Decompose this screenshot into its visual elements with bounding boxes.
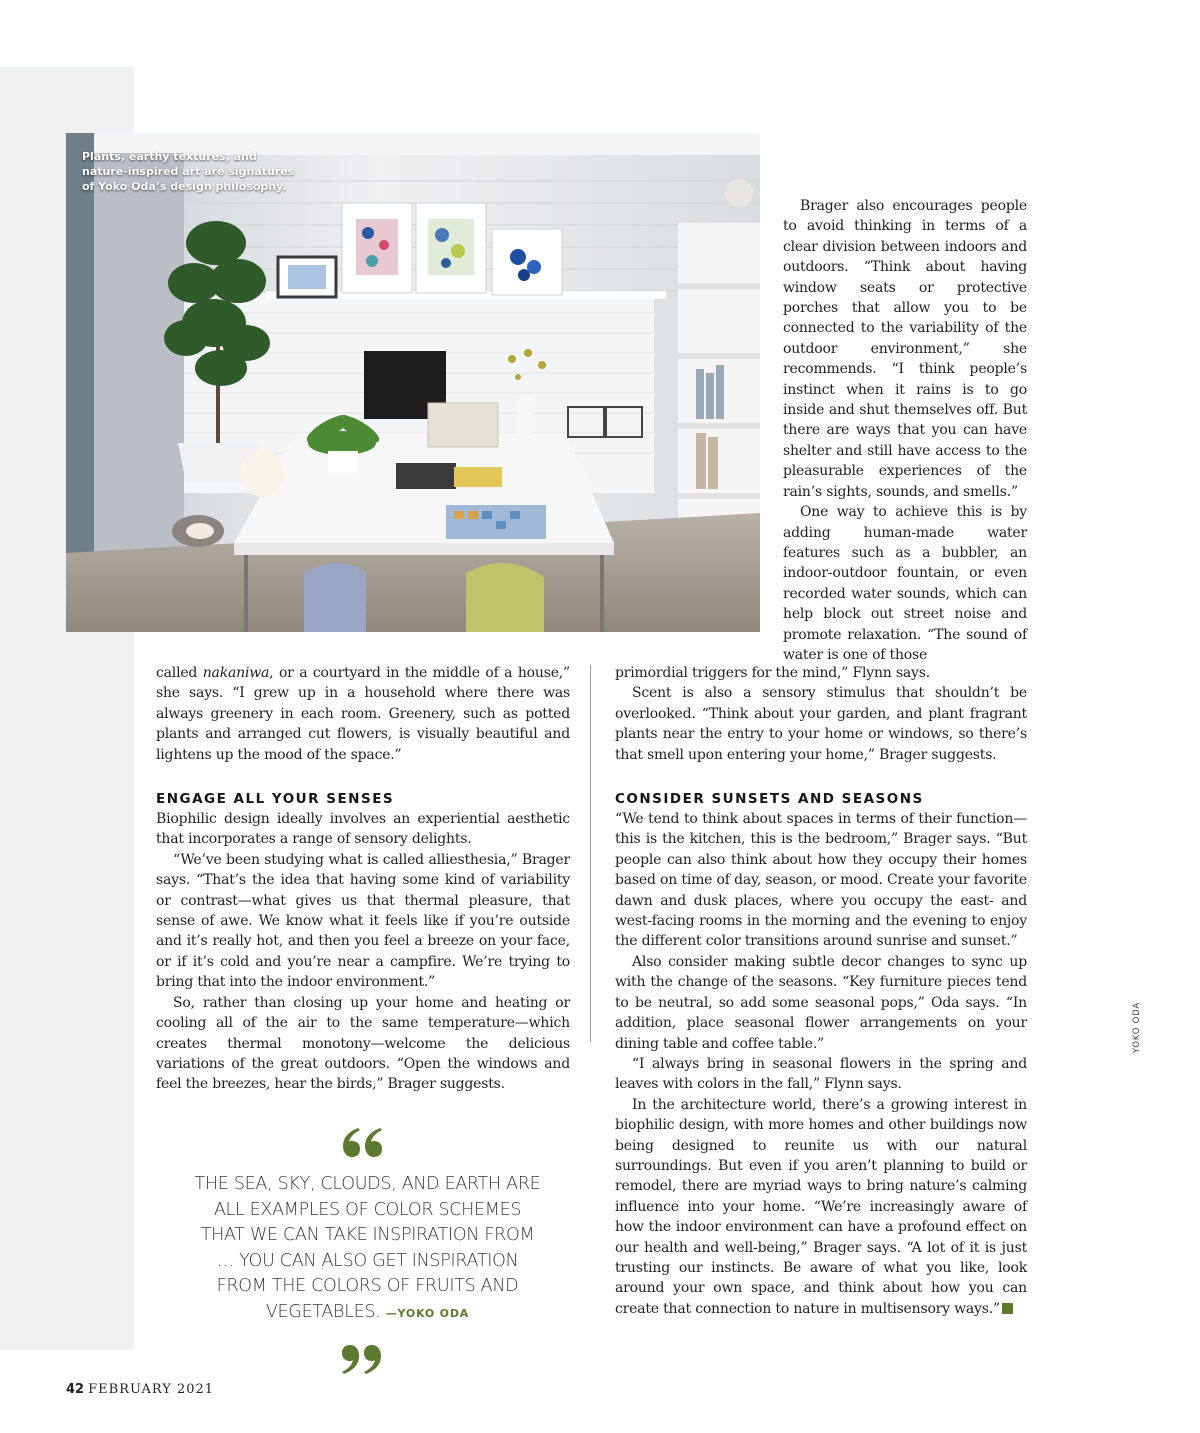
body-paragraph: “We tend to think about spaces in terms of their function—this is the kitchen, this is the bedroom,” Brager says. “But people can also think about how they occupy their homes based on time of day, season, or mood. Create your favorite dawn and dusk places, where you occupy the east- and west-facing rooms in the morning and the evening to enjoy the different color transitions around sunrise and sunset.” bbox=[615, 811, 1027, 950]
photo-caption-line: Plants, earthy textures, and bbox=[82, 150, 257, 163]
open-quote-icon bbox=[340, 1124, 384, 1160]
body-paragraph: Brager also encourages people to avoid thinking in terms of a clear division between indoors and outdoors. “Think about having window seats or protective porches that allow you to be connected to the variability of the outdoor environment,” she recommends. “I think people’s instinct when it rains is to go inside and shut themselves off. But there are ways that you can have shelter and still have access to the pleasurable experiences of the rain’s sights, sounds, and smells.” bbox=[783, 198, 1027, 500]
body-paragraph bbox=[156, 663, 570, 765]
section-heading: ENGAGE ALL YOUR SENSES bbox=[156, 791, 395, 808]
italic-term: nakaniwa bbox=[202, 665, 270, 681]
left-column bbox=[156, 663, 570, 1095]
body-paragraph: Biophilic design ideally involves an experiential aesthetic that incorporates a range of sensory delights. bbox=[156, 811, 570, 848]
right-top-column bbox=[783, 196, 1027, 665]
room-illustration bbox=[66, 133, 760, 632]
interior-photo bbox=[66, 133, 760, 632]
body-paragraph: “I always bring in seasonal flowers in the spring and leaves with colors in the fall,” Flynn says. bbox=[615, 1055, 1027, 1093]
photo-credit: YOKO ODA bbox=[1132, 1002, 1142, 1054]
issue-date: FEBRUARY 2021 bbox=[88, 1382, 215, 1397]
body-paragraph bbox=[615, 1095, 1027, 1319]
section-gap bbox=[156, 765, 570, 789]
column-divider bbox=[590, 665, 591, 1042]
photo-caption-line: of Yoko Oda’s design philosophy. bbox=[82, 180, 287, 193]
page-folio bbox=[66, 1382, 214, 1397]
close-quote-icon bbox=[340, 1342, 384, 1378]
body-paragraph: Also consider making subtle decor changes to sync up with the change of the seasons. “Key furniture pieces tend to be neutral, so add some seasonal pops,” Oda says. “In addition, place seasonal flower arrangements on your dining table and coffee table.” bbox=[615, 953, 1027, 1052]
text-run: called bbox=[156, 665, 203, 681]
text-run: , or a courtyard in the middle of a house,” she says. “I grew up in a household where there was always greenery in each room. Greenery, such as potted plants and arranged cut flowers, is visually beautiful and lightens up the mood of the space.” bbox=[156, 665, 570, 763]
photo-caption bbox=[82, 149, 322, 194]
page-number: 42 bbox=[66, 1382, 85, 1397]
photo-caption-line: nature-inspired art are signatures bbox=[82, 165, 295, 178]
pull-quote-text: THE SEA, SKY, CLOUDS, AND EARTH ARE ALL EXAMPLES OF COLOR SCHEMES THAT WE CAN TAKE INSPIRATION FROM … YOU CAN ALSO GET INSPIRATION FROM THE COLORS OF FRUITS AND VEGETABLES. bbox=[194, 1174, 541, 1322]
pull-quote bbox=[190, 1172, 545, 1327]
body-paragraph: So, rather than closing up your home and heating or cooling all of the air to the same temperature—which creates thermal monotony—welcome the delicious variations of the great outdoors. “Open the windows and feel the breezes, hear the birds,” Brager suggests. bbox=[156, 994, 570, 1093]
body-paragraph: One way to achieve this is by adding human-made water features such as a bubbler, an indoor-outdoor fountain, or even recorded water sounds, which can help block out street noise and promote relaxation. “The sound of water is one of those bbox=[783, 504, 1027, 663]
right-column bbox=[615, 663, 1027, 1319]
section-heading: CONSIDER SUNSETS AND SEASONS bbox=[615, 791, 924, 808]
section-gap bbox=[615, 765, 1027, 789]
body-paragraph: primordial triggers for the mind,” Flynn says. bbox=[615, 665, 930, 681]
pull-quote-attribution: —YOKO ODA bbox=[385, 1306, 470, 1320]
end-mark-icon bbox=[1002, 1303, 1013, 1314]
body-paragraph: Scent is also a sensory stimulus that shouldn’t be overlooked. “Think about your garden, and plant fragrant plants near the entry to your home or windows, so there’s that smell upon entering your home,” Brager suggests. bbox=[615, 685, 1027, 763]
text-run: In the architecture world, there’s a growing interest in biophilic design, with more homes and other buildings now being designed to reunite us with our natural surroundings. But even if you aren’t planning to build or remodel, there are myriad ways to bring nature’s calming influence into your home. “We’re increasingly aware of how the indoor environment can have a profound effect on our health and well-being,” Brager says. “A lot of it is just trusting our instincts. Be aware of what you like, look around your own space, and think about how you can create that connection to nature in multisensory ways.” bbox=[615, 1096, 1027, 1317]
body-paragraph: “We’ve been studying what is called alliesthesia,” Brager says. “That’s the idea that having some kind of variability or contrast—what gives us that thermal pleasure, that sense of awe. We know what it feels like if you’re outside and it’s really hot, and then you feel a breeze on your face, or if it’s cold and you’re near a campfire. We’re trying to bring that into the indoor environment.” bbox=[156, 851, 570, 991]
